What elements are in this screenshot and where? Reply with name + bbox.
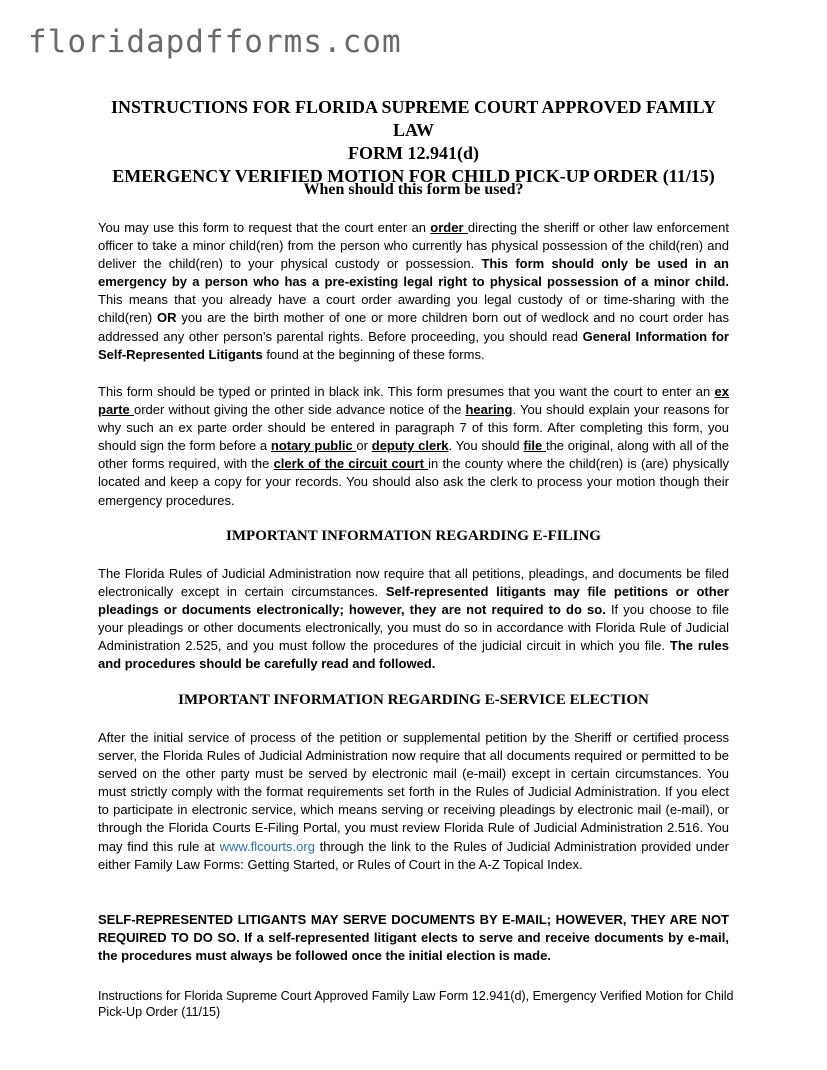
when-paragraph-1: You may use this form to request that the court enter an order directing the sheriff or other law enforcement officer to take a minor child(ren) from the person who currently has physical possession of the child(ren) and deliver the child(ren) to your physical custody or possession. This form should only be used in an emergency by a person who has a pre-existing legal right to physical possession of a minor child. This means that you already have a court order awarding you legal custody of or time-sharing with the child(ren) OR you are the birth mother of one or more children born out of wedlock and no court order has addressed any other person’s parental rights. Before proceeding, you should read General Information for Self-Represented Litigants found at the beginning of these forms. bbox=[98, 220, 730, 362]
when-heading: When should this form be used? bbox=[303, 181, 524, 198]
notary-public-term-link[interactable]: notary public bbox=[270, 438, 357, 454]
title-line-3: EMERGENCY VERIFIED MOTION FOR CHILD PICK-UP ORDER (11/15) bbox=[112, 166, 715, 186]
eservice-paragraph: After the initial service of process of the petition or supplemental petition by the Sheriff or certified process server, the Florida Rules of Judicial Administration now require that all documents required or permitted to be served on the other party must be served by electronic mail (e-mail) except in certain circumstances. You must strictly comply with the format requirements set forth in the Rules of Judicial Administration. If you elect to participate in electronic service, which means serving or receiving pleadings by electronic mail (e-mail), or through the Florida Courts E-Filing Portal, you must review Florida Rule of Judicial Administration 2.516. You may find this rule at www.flcourts.org through the link to the Rules of Judicial Administration provided under either Family Law Forms: Getting Started, or Rules of Court in the A-Z Topical Index. bbox=[98, 730, 730, 872]
ex-parte-term-link[interactable]: ex parte bbox=[98, 384, 729, 418]
efiling-paragraph: The Florida Rules of Judicial Administration now require that all petitions, pleadings, and documents be filed electronically except in certain circumstances. Self-represented litigants may file petitions or other pleadings or documents electronically; however, they are not required to do so. If you choose to file your pleadings or other documents electronically, you must do so in accordance with Florida Rule of Judicial Administration 2.525, and you must follow the procedures of the judicial circuit in which you file. The rules and procedures should be carefully read and followed. bbox=[98, 566, 729, 672]
site-watermark: floridapdfforms.com bbox=[28, 24, 402, 60]
hearing-term-link[interactable]: hearing bbox=[465, 402, 513, 418]
order-term-link[interactable]: order bbox=[430, 220, 468, 235]
title-line-2: FORM 12.941(d) bbox=[348, 143, 479, 163]
page-footer: Instructions for Florida Supreme Court Approved Family Law Form 12.941(d), Emergency Verified Motion for Child Pick-Up Order (11/15) bbox=[98, 989, 734, 1019]
deputy-clerk-term-link[interactable]: deputy clerk bbox=[371, 438, 449, 454]
title-line-1: INSTRUCTIONS FOR FLORIDA SUPREME COURT APPROVED FAMILY LAW bbox=[110, 97, 717, 140]
when-paragraph-2: This form should be typed or printed in black ink. This form presumes that you want the court to enter an ex parte order without giving the other side advance notice of the hearing. You should explain your reasons for why such an ex parte order should be entered in paragraph 7 of this form. After completing this form, you should sign the form before a notary public or deputy clerk. You should file the original, along with all of the other forms required, with the clerk of the circuit court in the county where the child(ren) is (are) physically located and keep a copy for your records. You should also ask the clerk to process your motion though their emergency procedures. bbox=[98, 384, 729, 508]
page-title bbox=[90, 96, 737, 188]
file-term-link[interactable]: file bbox=[523, 438, 546, 454]
eservice-bold-notice: SELF-REPRESENTED LITIGANTS MAY SERVE DOCUMENTS BY E-MAIL; HOWEVER, THEY ARE NOT REQUIRED TO DO SO. If a self-represented litigant elects to serve and receive documents by e-mail, the procedures must always be followed once the initial election is made. bbox=[98, 912, 729, 964]
flcourts-link[interactable]: www.flcourts.org bbox=[219, 838, 315, 854]
efiling-heading: IMPORTANT INFORMATION REGARDING E-FILING bbox=[226, 528, 601, 544]
eservice-heading: IMPORTANT INFORMATION REGARDING E-SERVICE ELECTION bbox=[178, 692, 649, 708]
clerk-term-link[interactable]: clerk of the circuit court bbox=[273, 456, 429, 472]
